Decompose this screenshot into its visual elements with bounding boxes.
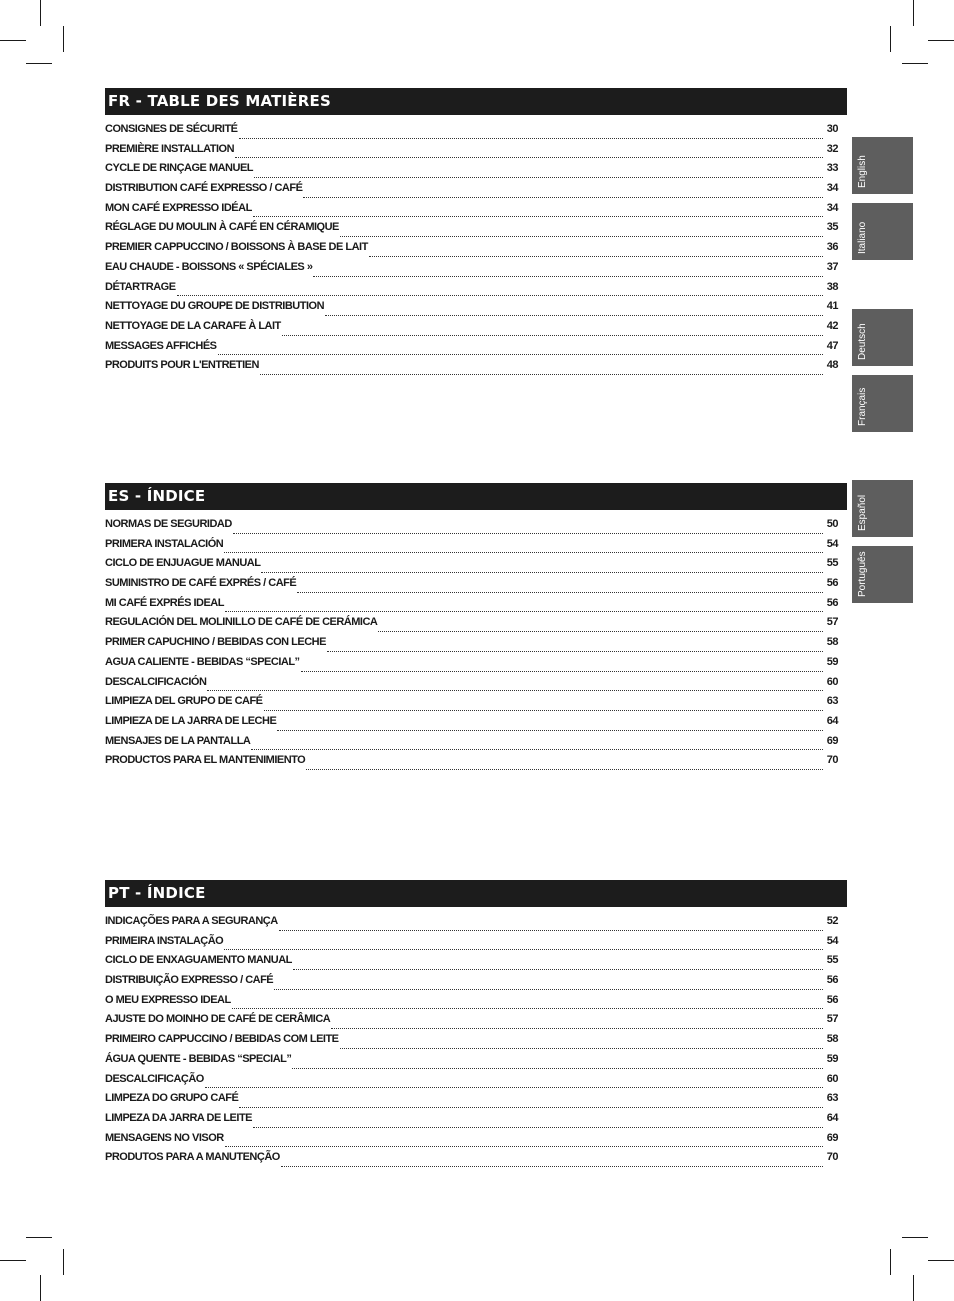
language-tab-english[interactable] — [852, 137, 913, 194]
toc-entry-page: 32 — [826, 142, 838, 155]
toc-entry[interactable] — [105, 281, 838, 301]
toc-entry-label: REGULACIÓN DEL MOLINILLO DE CAFÉ DE CERÁMICA — [105, 616, 378, 629]
crop-mark — [26, 1237, 52, 1238]
toc-section-fr — [105, 88, 847, 379]
toc-entry-page: 69 — [826, 734, 838, 747]
toc-entry[interactable] — [105, 577, 838, 597]
toc-entry-label: PRODUITS POUR L'ENTRETIEN — [105, 359, 259, 372]
dot-leader — [281, 1166, 823, 1167]
crop-mark — [40, 0, 41, 26]
toc-entry-page: 34 — [826, 201, 838, 214]
dot-leader — [327, 651, 823, 652]
toc-entry[interactable] — [105, 715, 838, 735]
toc-entry[interactable] — [105, 202, 838, 222]
toc-entry[interactable] — [105, 1073, 838, 1093]
dot-leader — [253, 216, 823, 217]
toc-entry-page: 56 — [826, 974, 838, 987]
crop-mark — [902, 63, 928, 64]
toc-entry-label: CICLO DE ENXAGUAMENTO MANUAL — [105, 954, 292, 967]
toc-entry-page: 54 — [826, 934, 838, 947]
toc-entry-label: AJUSTE DO MOINHO DE CAFÉ DE CERÂMICA — [105, 1013, 331, 1026]
toc-entry[interactable] — [105, 915, 838, 935]
dot-leader — [331, 1028, 823, 1029]
crop-mark — [890, 1249, 891, 1275]
toc-entry-label: MESSAGES AFFICHÉS — [105, 339, 217, 352]
crop-mark — [913, 0, 914, 26]
toc-entry-page: 70 — [826, 754, 838, 767]
toc-entry[interactable] — [105, 1112, 838, 1132]
toc-entry-label: PREMIÈRE INSTALLATION — [105, 142, 235, 155]
toc-entry-page: 34 — [826, 182, 838, 195]
crop-mark — [0, 1260, 26, 1261]
dot-leader — [303, 197, 823, 198]
toc-entry[interactable] — [105, 123, 838, 143]
dot-leader — [301, 671, 823, 672]
crop-mark — [63, 1249, 64, 1275]
toc-entry-label: AGUA CALIENTE - BEBIDAS “SPECIAL” — [105, 655, 300, 668]
toc-entry-page: 63 — [826, 695, 838, 708]
language-tab-label: Italiano — [857, 221, 868, 254]
toc-entry-page: 59 — [826, 655, 838, 668]
toc-entry-label: DISTRIBUIÇÃO EXPRESSO / CAFÉ — [105, 974, 274, 987]
toc-entry-label: PRIMEIRA INSTALAÇÃO — [105, 934, 224, 947]
dot-leader — [218, 354, 824, 355]
language-tab-label: Português — [857, 551, 868, 597]
toc-entry-label: PRODUCTOS PARA EL MANTENIMIENTO — [105, 754, 306, 767]
toc-entry[interactable] — [105, 162, 838, 182]
toc-entry[interactable] — [105, 597, 838, 617]
toc-entry[interactable] — [105, 1033, 838, 1053]
toc-entry[interactable] — [105, 1092, 838, 1112]
toc-entry-page: 60 — [826, 675, 838, 688]
dot-leader — [205, 1087, 823, 1088]
toc-entry[interactable] — [105, 616, 838, 636]
toc-entry-page: 30 — [826, 123, 838, 135]
toc-entry[interactable] — [105, 954, 838, 974]
toc-entry-label: INDICAÇÕES PARA A SEGURANÇA — [105, 915, 278, 927]
toc-entry[interactable] — [105, 754, 838, 774]
toc-entry-page: 56 — [826, 993, 838, 1006]
toc-entry-label: MON CAFÉ EXPRESSO IDÉAL — [105, 201, 252, 214]
toc-entry-page: 55 — [826, 954, 838, 967]
toc-entry[interactable] — [105, 261, 838, 281]
toc-entry-label: CYCLE DE RINÇAGE MANUEL — [105, 162, 254, 175]
toc-entry-label: NETTOYAGE DU GROUPE DE DISTRIBUTION — [105, 300, 325, 313]
language-tab-deutsch[interactable] — [852, 309, 913, 366]
toc-entry-page: 42 — [826, 319, 838, 332]
dot-leader — [369, 256, 823, 257]
crop-mark — [0, 40, 26, 41]
dot-leader — [233, 533, 823, 534]
dot-leader — [225, 1146, 823, 1147]
toc-entry-label: DISTRIBUTION CAFÉ EXPRESSO / CAFÉ — [105, 182, 303, 195]
language-tab-label: Deutsch — [857, 323, 868, 360]
toc-entry-page: 47 — [826, 339, 838, 352]
toc-entry[interactable] — [105, 935, 838, 955]
toc-entry[interactable] — [105, 340, 838, 360]
toc-entry[interactable] — [105, 518, 838, 538]
toc-entry-label: PRIMEIRO CAPPUCCINO / BEBIDAS COM LEITE — [105, 1033, 339, 1046]
dot-leader — [340, 1048, 823, 1049]
toc-entry[interactable] — [105, 1132, 838, 1152]
language-tab-label: English — [857, 155, 868, 188]
dot-leader — [251, 749, 823, 750]
crop-mark — [928, 40, 954, 41]
toc-entry-label: PRODUTOS PARA A MANUTENÇÃO — [105, 1151, 280, 1164]
dot-leader — [232, 1008, 823, 1009]
toc-entry-page: 54 — [826, 537, 838, 550]
toc-entry[interactable] — [105, 695, 838, 715]
toc-entry[interactable] — [105, 538, 838, 558]
toc-section-es — [105, 483, 847, 774]
dot-leader — [235, 157, 823, 158]
toc-entry-page: 33 — [826, 162, 838, 175]
toc-entry-page: 63 — [826, 1092, 838, 1105]
toc-list — [105, 518, 838, 774]
toc-entry[interactable] — [105, 320, 838, 340]
toc-entry[interactable] — [105, 1151, 838, 1171]
toc-entry-label: LIMPIEZA DEL GRUPO DE CAFÉ — [105, 695, 263, 708]
toc-entry-label: O MEU EXPRESSO IDEAL — [105, 993, 231, 1006]
toc-entry-label: MENSAGENS NO VISOR — [105, 1131, 224, 1144]
toc-entry-label: CONSIGNES DE SÉCURITÉ — [105, 123, 238, 135]
toc-list — [105, 123, 838, 379]
toc-list — [105, 915, 838, 1171]
dot-leader — [293, 969, 823, 970]
dot-leader — [177, 295, 823, 296]
toc-entry-page: 57 — [826, 1013, 838, 1026]
dot-leader — [264, 710, 823, 711]
toc-entry-label: LIMPIEZA DE LA JARRA DE LECHE — [105, 714, 277, 727]
toc-entry[interactable] — [105, 182, 838, 202]
dot-leader — [260, 374, 823, 375]
toc-entry-label: RÉGLAGE DU MOULIN À CAFÉ EN CÉRAMIQUE — [105, 221, 339, 234]
toc-entry-page: 58 — [826, 1033, 838, 1046]
dot-leader — [277, 730, 823, 731]
toc-entry-page: 57 — [826, 616, 838, 629]
toc-entry-label: DÉTARTRAGE — [105, 280, 176, 293]
toc-entry-label: PRIMERA INSTALACIÓN — [105, 537, 224, 550]
toc-entry[interactable] — [105, 994, 838, 1014]
toc-entry-label: MI CAFÉ EXPRÉS IDEAL — [105, 596, 224, 609]
language-tab-italiano[interactable] — [852, 203, 913, 260]
crop-mark — [913, 1275, 914, 1301]
toc-entry-label: ÁGUA QUENTE - BEBIDAS “SPECIAL” — [105, 1052, 292, 1065]
dot-leader — [378, 631, 823, 632]
toc-entry-label: NORMAS DE SEGURIDAD — [105, 518, 232, 530]
toc-entry-page: 37 — [826, 260, 838, 273]
toc-entry[interactable] — [105, 636, 838, 656]
toc-entry-page: 70 — [826, 1151, 838, 1164]
toc-entry[interactable] — [105, 974, 838, 994]
crop-mark — [890, 26, 891, 52]
language-tab-francais[interactable] — [852, 375, 913, 432]
crop-mark — [40, 1275, 41, 1301]
toc-entry[interactable] — [105, 735, 838, 755]
dot-leader — [274, 989, 823, 990]
dot-leader — [225, 611, 823, 612]
toc-entry[interactable] — [105, 221, 838, 241]
toc-entry[interactable] — [105, 359, 838, 379]
toc-entry-label: DESCALCIFICACIÓN — [105, 675, 207, 688]
toc-entry-label: PREMIER CAPPUCCINO / BOISSONS À BASE DE LAIT — [105, 241, 368, 254]
language-tab-portugues[interactable] — [852, 546, 913, 603]
crop-mark — [928, 1260, 954, 1261]
toc-entry-page: 64 — [826, 714, 838, 727]
language-tab-label: Español — [857, 494, 868, 531]
toc-entry-label: EAU CHAUDE - BOISSONS « SPÉCIALES » — [105, 260, 313, 273]
toc-entry-page: 64 — [826, 1111, 838, 1124]
toc-entry-label: LIMPEZA DO GRUPO CAFÉ — [105, 1092, 239, 1105]
dot-leader — [239, 1107, 823, 1108]
toc-entry-label: PRIMER CAPUCHINO / BEBIDAS CON LECHE — [105, 636, 326, 649]
language-tab-label: Français — [857, 387, 868, 426]
toc-entry-label: SUMINISTRO DE CAFÉ EXPRÉS / CAFÉ — [105, 577, 297, 590]
dot-leader — [224, 552, 823, 553]
toc-entry-label: DESCALCIFICAÇÃO — [105, 1072, 204, 1085]
dot-leader — [261, 572, 823, 573]
toc-entry[interactable] — [105, 300, 838, 320]
dot-leader — [224, 949, 823, 950]
toc-entry-page: 59 — [826, 1052, 838, 1065]
crop-mark — [902, 1237, 928, 1238]
section-title: FR - TABLE DES MATIÈRES — [105, 88, 847, 115]
toc-entry-page: 52 — [826, 915, 838, 927]
dot-leader — [340, 236, 823, 237]
crop-mark — [63, 26, 64, 52]
toc-entry-page: 58 — [826, 636, 838, 649]
toc-entry[interactable] — [105, 557, 838, 577]
crop-mark — [26, 63, 52, 64]
toc-entry-page: 60 — [826, 1072, 838, 1085]
toc-entry-page: 48 — [826, 359, 838, 372]
toc-entry[interactable] — [105, 143, 838, 163]
toc-section-pt — [105, 880, 847, 1171]
toc-entry[interactable] — [105, 1053, 838, 1073]
dot-leader — [239, 138, 823, 139]
section-title: ES - ÍNDICE — [105, 483, 847, 510]
toc-entry-page: 36 — [826, 241, 838, 254]
toc-entry[interactable] — [105, 1013, 838, 1033]
toc-entry-label: MENSAJES DE LA PANTALLA — [105, 734, 251, 747]
dot-leader — [306, 769, 823, 770]
toc-entry-page: 55 — [826, 557, 838, 570]
toc-entry-page: 56 — [826, 596, 838, 609]
language-tab-espanol[interactable] — [852, 480, 913, 537]
dot-leader — [325, 315, 823, 316]
dot-leader — [254, 177, 823, 178]
dot-leader — [279, 930, 823, 931]
dot-leader — [297, 592, 823, 593]
section-title: PT - ÍNDICE — [105, 880, 847, 907]
toc-entry-label: NETTOYAGE DE LA CARAFE À LAIT — [105, 319, 281, 332]
toc-entry[interactable] — [105, 241, 838, 261]
toc-entry-page: 41 — [826, 300, 838, 313]
toc-entry-label: LIMPEZA DA JARRA DE LEITE — [105, 1111, 253, 1124]
dot-leader — [292, 1068, 823, 1069]
toc-entry[interactable] — [105, 676, 838, 696]
dot-leader — [207, 690, 823, 691]
toc-entry-page: 38 — [826, 280, 838, 293]
toc-entry[interactable] — [105, 656, 838, 676]
toc-entry-page: 35 — [826, 221, 838, 234]
toc-entry-label: CICLO DE ENJUAGUE MANUAL — [105, 557, 261, 570]
toc-entry-page: 69 — [826, 1131, 838, 1144]
toc-entry-page: 56 — [826, 577, 838, 590]
toc-entry-page: 50 — [826, 518, 838, 530]
dot-leader — [253, 1127, 823, 1128]
dot-leader — [313, 276, 823, 277]
dot-leader — [282, 335, 823, 336]
